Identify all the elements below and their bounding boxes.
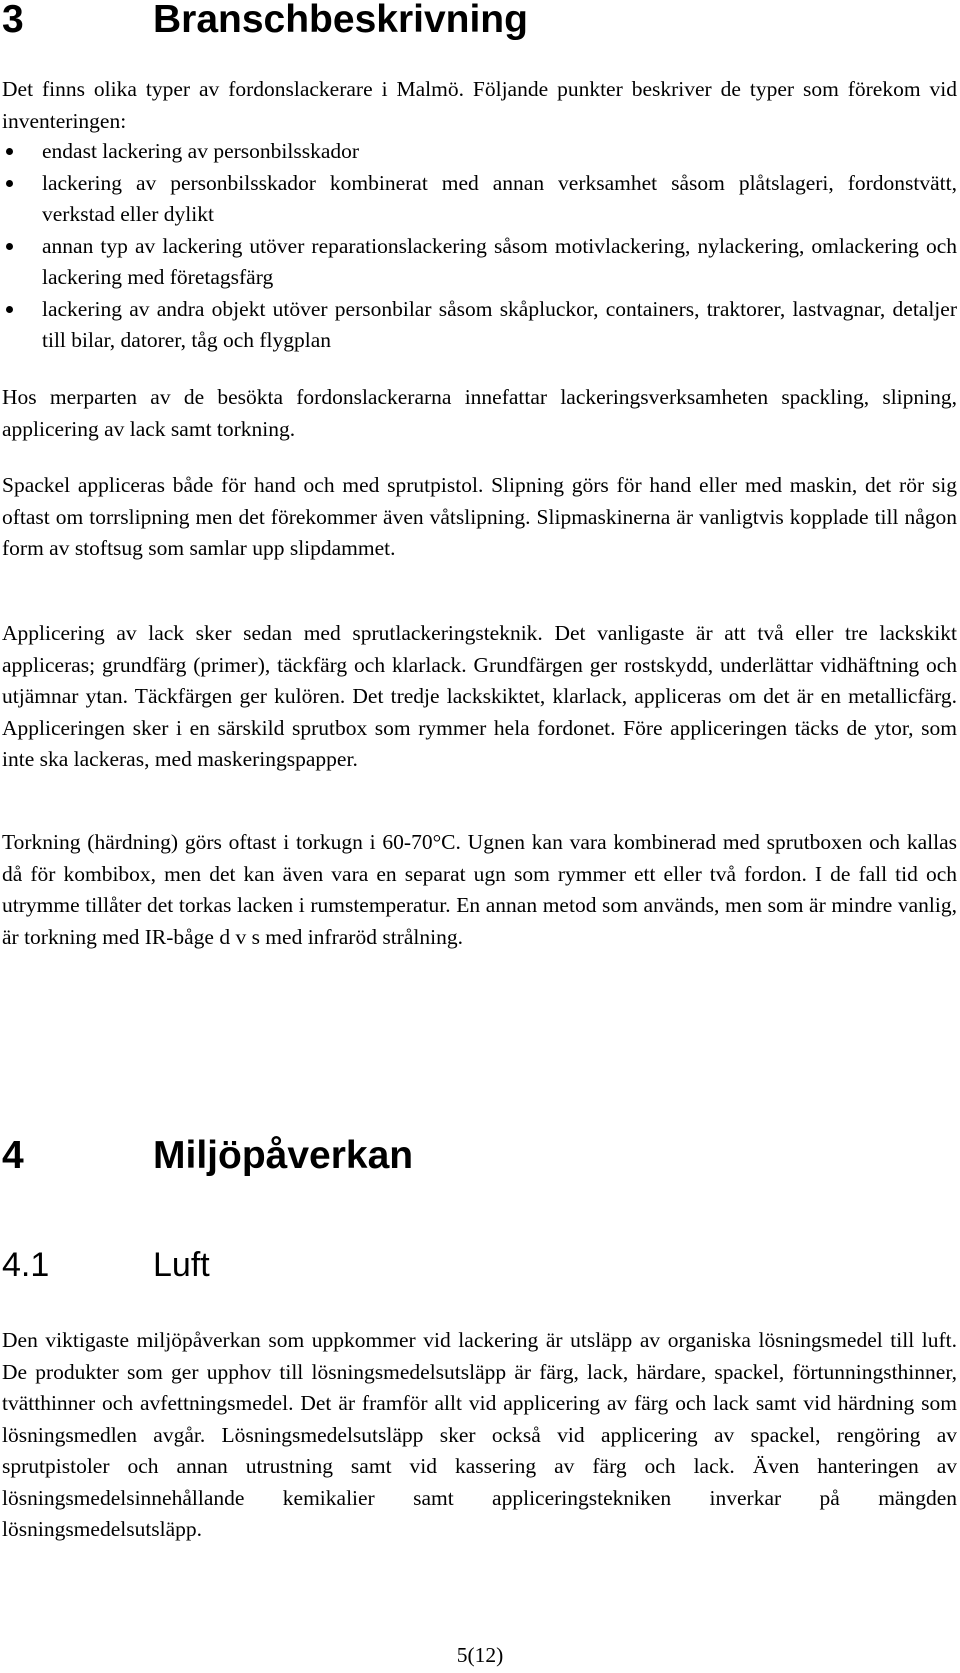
section-4-1-heading: [2, 1248, 210, 1282]
paragraph: Torkning (härdning) görs oftast i torkugn i 60-70°C. Ugnen kan vara kombinerad med sprutboxen och kallas då för kombibox, men det kan även vara en separat ugn som rymmer ett eller två fordon. I de fall tid och utrymme tillåter det torkas lacken i rumstemperatur. En annan metod som används, men som är mindre vanlig, är torkning med IR-båge d v s med infraröd strålning.: [2, 830, 957, 949]
list-item: lackering av andra objekt utöver personbilar såsom skåpluckor, containers, traktorer, lastvagnar, detaljer till bilar, datorer, tåg och flygplan: [2, 294, 957, 357]
list-item: lackering av personbilsskador kombinerat med annan verksamhet såsom plåtslageri, fordonstvätt, verkstad eller dylikt: [2, 168, 957, 231]
list-item: annan typ av lackering utöver reparationslackering såsom motivlackering, nylackering, omlackering och lackering med företagsfärg: [2, 231, 957, 294]
paragraph: Spackel appliceras både för hand och med sprutpistol. Slipning görs för hand eller med maskin, det rör sig oftast om torrslipning men det förekommer även våtslipning. Slipmaskinerna är vanligtvis kopplade till någon form av stoftsug som samlar upp slipdammet.: [2, 473, 957, 560]
section-number: 3: [2, 0, 24, 41]
section-title: Luft: [153, 1246, 210, 1284]
section-number: 4.1: [2, 1246, 50, 1284]
section-number: 4: [2, 1134, 24, 1177]
intro-paragraph: Det finns olika typer av fordonslackerare i Malmö. Följande punkter beskriver de typer som förekom vid inventeringen:: [2, 77, 957, 133]
paragraph: Den viktigaste miljöpåverkan som uppkommer vid lackering är utsläpp av organiska lösningsmedel till luft. De produkter som ger upphov till lösningsmedelsutsläpp är färg, lack, härdare, spackel, förtunningsthinner, tvätthinner och avfettningsmedel. Det är framför allt vid applicering av färg och lack samt vid härdning som lösningsmedlen avgår. Lösningsmedelsutsläpp sker också vid applicering av spackel, rengöring av sprutpistoler och annan utrustning samt vid kassering av färg och lack. Även hanteringen av lösningsmedelsinnehållande kemikalier samt appliceringstekniken inverkar på mängden lösningsmedelsutsläpp.: [2, 1328, 957, 1541]
paragraph: Applicering av lack sker sedan med sprutlackeringsteknik. Det vanligaste är att två eller tre lackskikt appliceras; grundfärg (primer), täckfärg och klarlack. Grundfärgen ger rostskydd, underlättar vidhäftning och utjämnar ytan. Täckfärgen ger kulören. Det tredje lackskiktet, klarlack, appliceras om det är en metallicfärg. Appliceringen sker i en särskild sprutbox som rymmer hela fordonet. Före appliceringen täcks de ytor, som inte ska lackeras, med maskeringspapper.: [2, 621, 957, 771]
section-4-heading: [2, 1136, 413, 1175]
section-title: Miljöpåverkan: [153, 1134, 414, 1177]
section-3-heading: [2, 0, 528, 39]
page-number: 5(12): [456, 1643, 504, 1667]
bullet-list: [2, 136, 957, 357]
list-item: endast lackering av personbilsskador: [2, 136, 957, 168]
paragraph: Hos merparten av de besökta fordonslackerarna innefattar lackeringsverksamheten spackling, slipning, applicering av lack samt torkning.: [2, 385, 957, 441]
section-title: Branschbeskrivning: [153, 0, 528, 41]
